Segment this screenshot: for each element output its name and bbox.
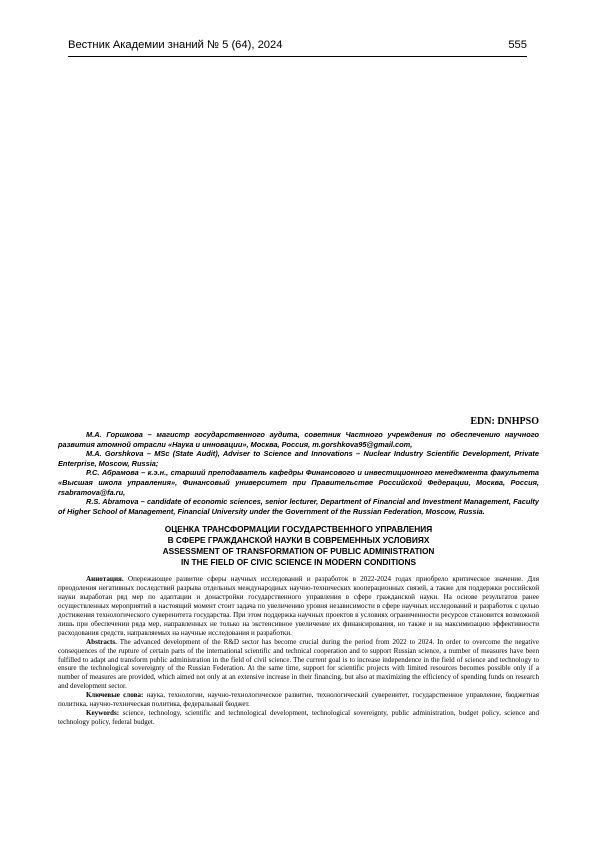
title-line: IN THE FIELD OF CIVIC SCIENCE IN MODERN CONDITIONS xyxy=(180,557,417,568)
page-number: 555 xyxy=(508,39,527,51)
keywords-en-text: science, technology, scientific and technological development, technological sovereignty, public administration, budget policy, science and technology policy, federal budget. xyxy=(58,708,539,726)
keywords-ru-paragraph xyxy=(58,691,539,709)
keywords-en-paragraph xyxy=(58,709,539,727)
article-title xyxy=(58,524,539,568)
author-info: Р.С. Абрамова – к.э.н., старший преподаватель кафедры Финансового и инвестиционного менеджмента факультета «Высшая школа управления», Финансовый университет при Правительстве Российской Федерации, Москва, Россия, rsabramova@fa.ru, xyxy=(58,468,539,497)
edn-code: EDN: DNHPSO xyxy=(470,416,539,427)
abstract-label: Abstracts. xyxy=(86,637,117,646)
journal-title: Вестник Академии знаний № 5 (64), 2024 xyxy=(68,39,283,51)
annotation-paragraph xyxy=(58,575,539,637)
running-header xyxy=(68,38,527,57)
annotation-label: Аннотация. xyxy=(86,575,124,584)
author-info: M.A. Gorshkova – MSc (State Audit), Adviser to Science and Innovations – Nuclear Industry Scientific Development, Private Enterprise, Moscow, Russia; xyxy=(58,449,539,468)
abstract-text: The advanced development of the R&D sector has become crucial during the period from 2022 to 2024. In order to overcome the negative consequences of the rupture of certain parts of the international scientific and technical cooperation and to support Russian science, a number of measures have been fulfilled to adapt and transform public administration in the field of civil science. The current goal is to increase independence in the field of science and technology to ensure the technological sovereignty of the Russian Federation. At the same time, support for scientific projects with limited resources becomes possible only if a number of measures are provided, which aimed not only at an extensive increase in their financing, but also at maximizing the efficiency of spending funds on research and development sector. xyxy=(58,637,539,691)
article-body xyxy=(58,416,539,727)
keywords-en-label: Keywords: xyxy=(86,708,120,717)
title-line: В СФЕРЕ ГРАЖДАНСКОЙ НАУКИ В СОВРЕМЕННЫХ УСЛОВИЯХ xyxy=(167,535,430,546)
author-info: М.А. Горшкова – магистр государственного аудита, советник Частного учреждения по обеспечению научного развития атомной отрасли «Наука и инновации», Москва, Россия, m.gorshkova95@gmail.com, xyxy=(58,430,539,449)
keywords-ru-label: Ключевые слова: xyxy=(86,691,144,700)
abstract-paragraph xyxy=(58,638,539,691)
title-line: ОЦЕНКА ТРАНСФОРМАЦИИ ГОСУДАРСТВЕННОГО УПРАВЛЕНИЯ xyxy=(164,524,433,535)
author-info: R.S. Abramova – candidate of economic sciences, senior lecturer, Department of Financial and Investment Management, Faculty of Higher School of Management, Financial University under the Government of the Russian Federation, Moscow, Russia. xyxy=(58,497,539,516)
author-block xyxy=(58,430,539,516)
title-line: ASSESSMENT OF TRANSFORMATION OF PUBLIC ADMINISTRATION xyxy=(162,546,435,557)
annotation-text: Опережающее развитие сферы научных исследований и разработок в 2022-2024 годах приобрело критическое значение. Для преодоления негативных последствий разрыва отдельных международных научно-технических кооперационных связей, а также для поддержки российской науки выработан ряд мер по адаптации и донастройки государственного управления в сфере гражданской науки. На основе результатов ранее осуществленных мероприятий в настоящий момент стоит задача по увеличению уровня независимости в сфере научных исследований и разработок с целью достижения технологического суверенитета государства. При этом поддержка научных проектов в условиях ограниченности ресурсов становится возможной лишь при обеспечении ряда мер, направленных не только на экстенсивное увеличение их финансирования, но также и на максимизацию эффективности расходования средств, направляемых на научные исследования и разработки. xyxy=(58,575,539,637)
keywords-ru-text: наука, технологии, научно-технологическое развитие, технологический суверенитет, государственное управление, бюджетная политика, научно-техническая политика, федеральный бюджет. xyxy=(58,691,540,709)
